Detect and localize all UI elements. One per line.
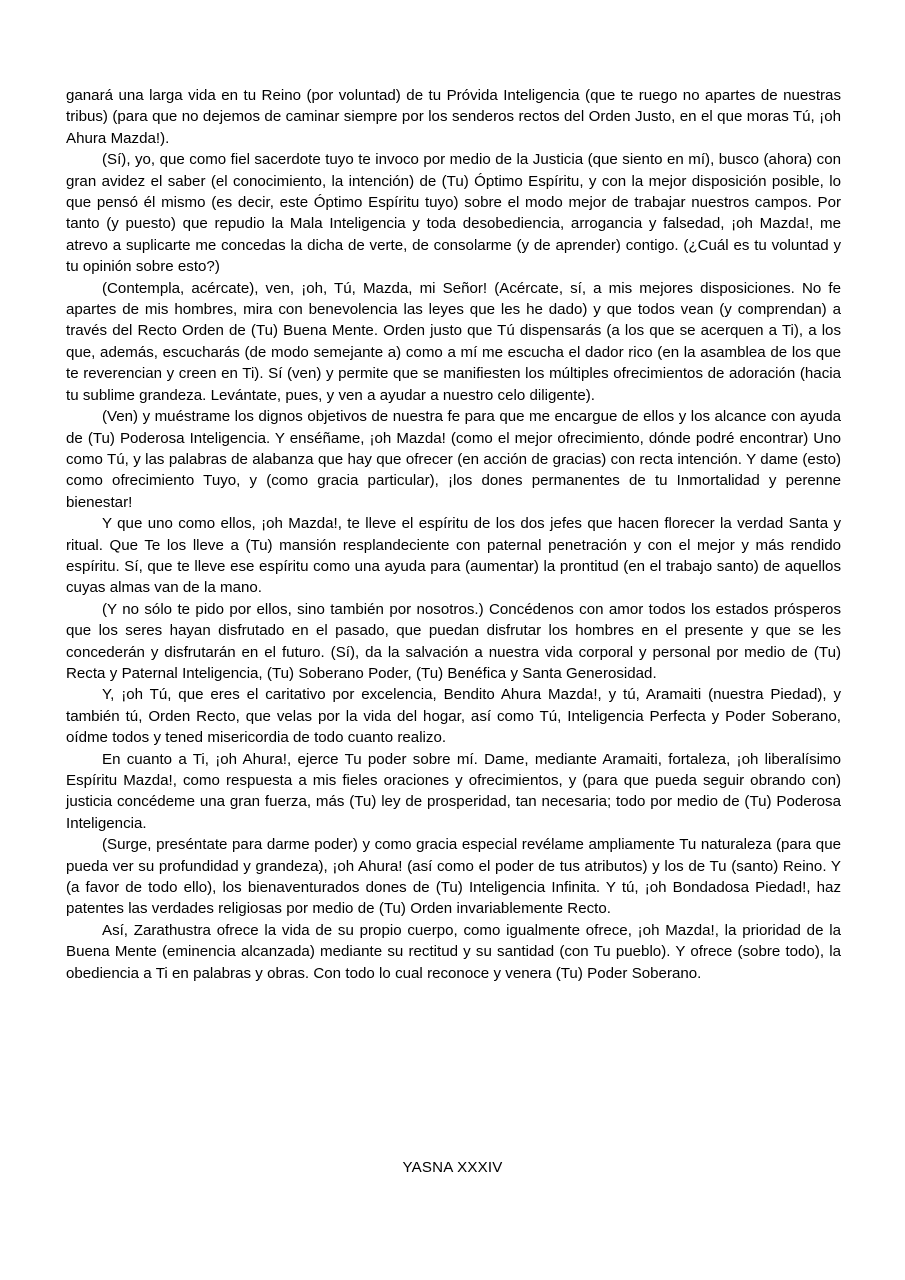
paragraph: (Surge, preséntate para darme poder) y como gracia especial revélame ampliamente Tu naturaleza (para que pueda ver su profundidad y grandeza), ¡oh Ahura! (así como el poder de tus atributos) y los de Tu (santo) Reino. Y (a favor de todo ello), los bienaventurados dones de (Tu) Inteligencia Infinita. Y tú, ¡oh Bondadosa Piedad!, haz patentes las verdades religiosas por medio de (Tu) Orden invariablemente Recto. [66,836,841,918]
body-text-column [66,85,841,984]
paragraph: (Sí), yo, que como fiel sacerdote tuyo te invoco por medio de la Justicia (que siento en mí), busco (ahora) con gran avidez el saber (el conocimiento, la intención) de (Tu) Óptimo Espíritu, y con la mejor disposición posible, lo que pensó él mismo (es decir, este Óptimo Espíritu tuyo) sobre el modo mejor de trabajar nuestros campos. Por tanto (y puesto) que repudio la Mala Inteligencia y toda desobediencia, arrogancia y falsedad, ¡oh Mazda!, me atrevo a suplicarte me concedas la dicha de verte, de consolarme (y de aprender) contigo. (¿Cuál es tu voluntad y tu opinión sobre esto?) [66,151,841,276]
paragraph: Y que uno como ellos, ¡oh Mazda!, te lleve el espíritu de los dos jefes que hacen florecer la verdad Santa y ritual. Que Te los lleve a (Tu) mansión resplandeciente con paternal penetración y con el mejor y más rendido espíritu. Sí, que te lleve ese espíritu como una ayuda para (aumentar) la prontitud (en el trabajo santo) de aquellos cuyas almas van de la mano. [66,515,841,597]
page-footer-label: YASNA XXXIV [402,1159,503,1176]
paragraph: ganará una larga vida en tu Reino (por voluntad) de tu Próvida Inteligencia (que te ruego no apartes de nuestras tribus) (para que no dejemos de caminar siempre por los senderos rectos del Orden Justo, en el que moras Tú, ¡oh Ahura Mazda!). [66,87,841,147]
paragraph: (Contempla, acércate), ven, ¡oh, Tú, Mazda, mi Señor! (Acércate, sí, a mis mejores disposiciones. No fe apartes de mis hombres, mira con benevolencia las leyes que les he dado) y que todos vean (y comprendan) a través del Recto Orden de (Tu) Buena Mente. Orden justo que Tú dispensarás (a los que se acerquen a Ti), a los que, además, escucharás (de modo semejante a) como a mí me escucha el dador rico (en la asamblea de los que te reverencian y creen en Ti). Sí (ven) y permite que se manifiesten los múltiples ofrecimientos de adoración (hacia tu sublime grandeza. Levántate, pues, y ven a ayudar a nuestro celo diligente). [66,279,841,404]
paragraph: (Ven) y muéstrame los dignos objetivos de nuestra fe para que me encargue de ellos y los alcance con ayuda de (Tu) Poderosa Inteligencia. Y enséñame, ¡oh Mazda! (como el mejor ofrecimiento, dónde podré encontrar) Uno como Tú, y las palabras de alabanza que hay que ofrecer (en acción de gracias) con recta intención. Y dame (esto) como ofrecimiento Tuyo, y (como gracia particular), ¡los dones permanentes de tu Inmortalidad y perenne bienestar! [66,408,841,511]
paragraph: Así, Zarathustra ofrece la vida de su propio cuerpo, como igualmente ofrece, ¡oh Mazda!, la prioridad de la Buena Mente (eminencia alcanzada) mediante su rectitud y su santidad (con Tu pueblo). Y ofrece (sobre todo), la obediencia a Ti en palabras y obras. Con todo lo cual reconoce y venera (Tu) Poder Soberano. [66,921,841,982]
paragraph: Y, ¡oh Tú, que eres el caritativo por excelencia, Bendito Ahura Mazda!, y tú, Aramaiti (nuestra Piedad), y también tú, Orden Recto, que velas por la vida del hogar, así como Tú, Inteligencia Perfecta y Poder Soberano, oídme todos y tened misericordia de todo cuanto realizo. [66,686,841,747]
paragraph: (Y no sólo te pido por ellos, sino también por nosotros.) Concédenos con amor todos los estados prósperos que los seres hayan disfrutado en el pasado, que puedan disfrutar los hombres en el presente y que se les concederán y disfrutarán en el futuro. (Sí), da la salvación a nuestra vida corporal y personal por medio de (Tu) Recta y Paternal Inteligencia, (Tu) Soberano Poder, (Tu) Benéfica y Santa Generosidad. [66,600,841,682]
paragraph: En cuanto a Ti, ¡oh Ahura!, ejerce Tu poder sobre mí. Dame, mediante Aramaiti, fortaleza, ¡oh liberalísimo Espíritu Mazda!, como respuesta a mis fieles oraciones y ofrecimientos, y (para que pueda seguir obrando con) justicia concédeme una gran fuerza, más (Tu) ley de prosperidad, tan necesaria; todo por medio de (Tu) Poderosa Inteligencia. [66,750,841,832]
